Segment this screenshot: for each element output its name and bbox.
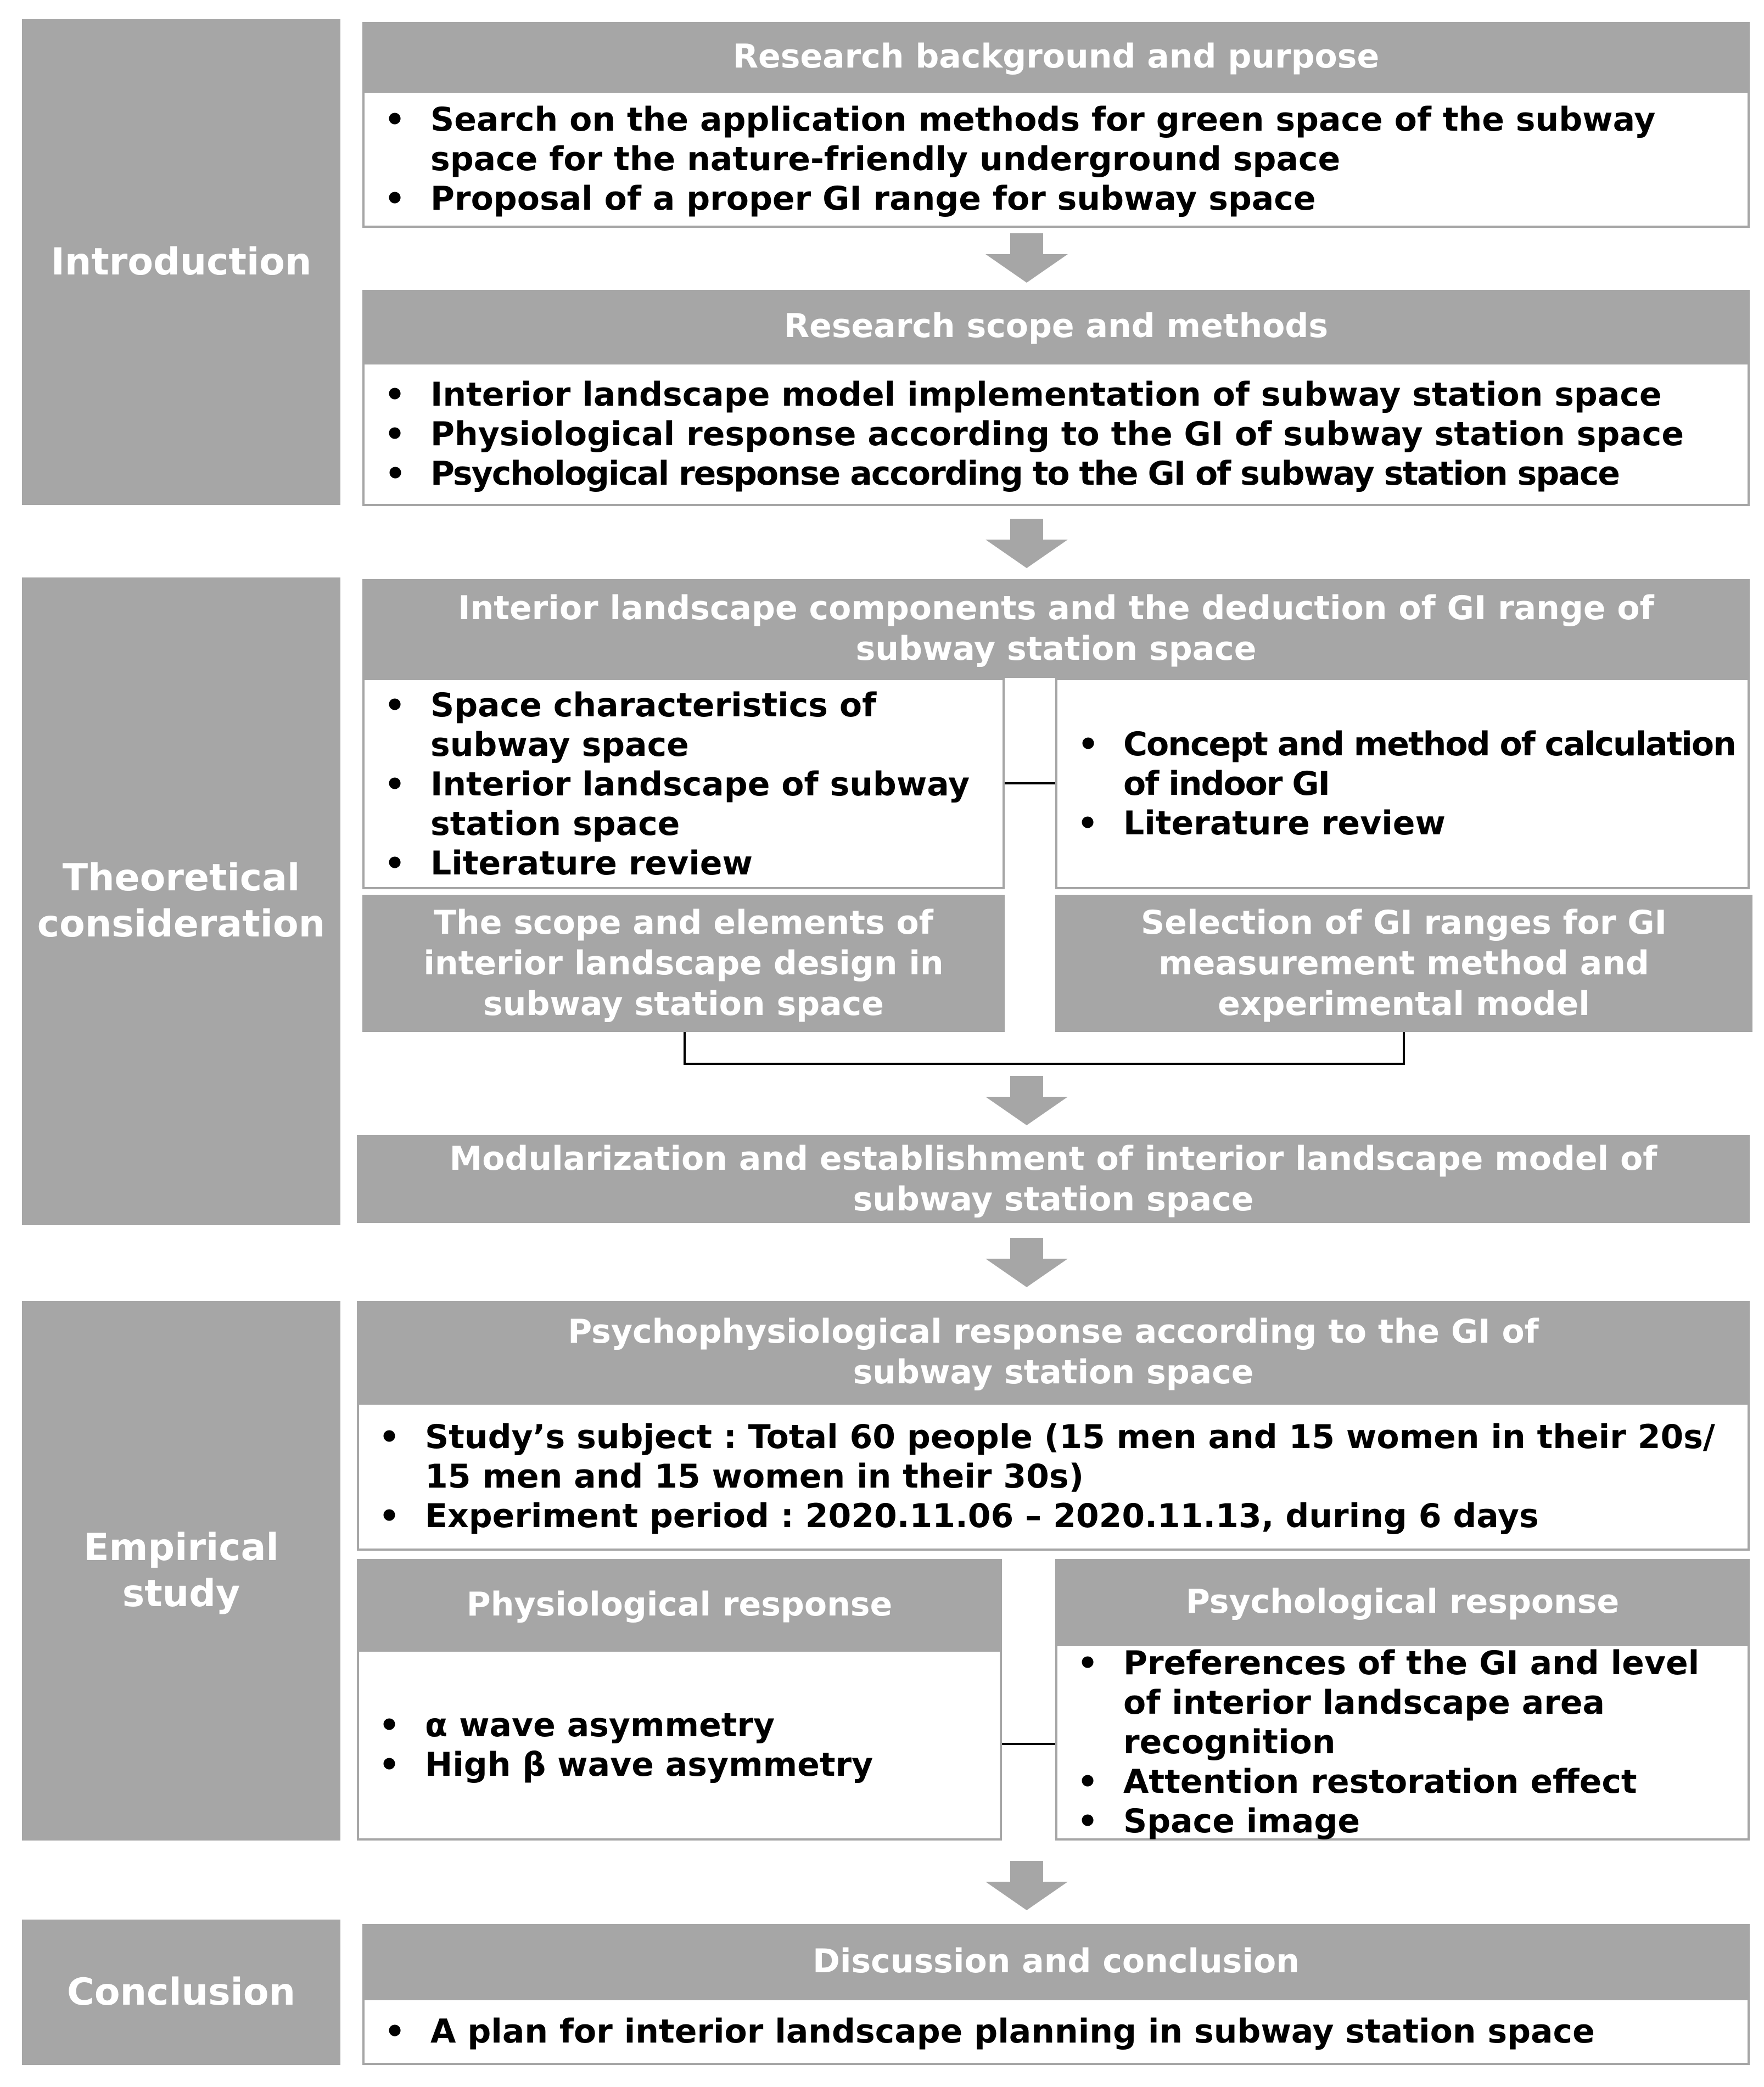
psycho-item: • Space image	[1074, 1802, 1737, 1841]
bracket-bottom-line	[684, 1063, 1405, 1065]
physio-item: • α wave asymmetry	[376, 1705, 989, 1745]
psycho-title: Psychological response	[1185, 1582, 1620, 1621]
physio-title: Physiological response	[466, 1585, 893, 1624]
background-title: Research background and purpose	[732, 37, 1380, 76]
theory-left-item: • Interior landscape of subway station space	[381, 765, 992, 844]
conclusion-list	[381, 2012, 1737, 2051]
background-item: • Proposal of a proper GI range for subway space	[381, 179, 1737, 218]
empirical-title: Psychophysiological response according to the GI of subway station space	[568, 1312, 1539, 1392]
left-result-block	[362, 895, 1005, 1032]
down-arrow-icon	[985, 519, 1068, 568]
theory-right-box	[1055, 678, 1750, 889]
down-arrow-icon	[985, 233, 1068, 283]
section-empirical-label-line1: Empirical	[83, 1525, 279, 1569]
theory-left-list	[381, 686, 992, 883]
theory-left-item: • Space characteristics of subway space	[381, 686, 992, 765]
physio-item: • High β wave asymmetry	[376, 1745, 989, 1785]
background-list	[381, 100, 1737, 218]
empirical-item: • Experiment period : 2020.11.06 – 2020.11.13, during 6 days	[376, 1496, 1737, 1536]
theory-right-item: • Concept and method of calculation of indoor GI	[1074, 725, 1737, 804]
scope-list	[381, 375, 1737, 493]
psycho-header	[1055, 1559, 1750, 1644]
empirical-list	[376, 1417, 1737, 1536]
section-introduction-label: Introduction	[51, 240, 312, 284]
connector-line	[1005, 782, 1055, 784]
empirical-item: • Study’s subject : Total 60 people (15 men and 15 women in their 20s/ 15 men and 15 women in their 30s)	[376, 1417, 1737, 1496]
background-item: • Search on the application methods for green space of the subway space for the nature-friendly underground space	[381, 100, 1737, 179]
conclusion-header	[362, 1924, 1750, 1998]
theory-left-item: • Literature review	[381, 844, 992, 883]
theory-left-box	[362, 678, 1005, 889]
connector-line	[1002, 1743, 1055, 1745]
scope-title: Research scope and methods	[783, 307, 1329, 345]
psycho-list	[1074, 1643, 1737, 1841]
model-block	[357, 1135, 1750, 1223]
scope-box	[362, 362, 1750, 506]
model-title: Modularization and establishment of interior landscape model of subway station space	[449, 1140, 1657, 1219]
section-theoretical	[22, 577, 340, 1225]
psycho-box	[1055, 1644, 1750, 1841]
section-empirical	[22, 1301, 340, 1841]
section-introduction	[22, 19, 340, 505]
scope-header	[362, 290, 1750, 362]
down-arrow-icon	[985, 1076, 1068, 1125]
down-arrow-icon	[985, 1861, 1068, 1910]
scope-item: • Interior landscape model implementation of subway station space	[381, 375, 1737, 414]
background-box	[362, 91, 1750, 228]
section-theoretical-label-line1: Theoretical	[62, 856, 300, 900]
right-result-block	[1055, 895, 1752, 1032]
theory-right-item: • Literature review	[1074, 804, 1737, 843]
section-conclusion-label: Conclusion	[67, 1970, 295, 2014]
physio-header	[357, 1559, 1002, 1650]
psycho-item: • Preferences of the GI and level of interior landscape area recognition	[1074, 1643, 1737, 1762]
physio-list	[376, 1705, 989, 1785]
components-title: Interior landscape components and the deduction of GI range of subway station space	[458, 589, 1654, 668]
section-theoretical-label-line2: consideration	[37, 902, 326, 946]
conclusion-box	[362, 1998, 1750, 2065]
down-arrow-icon	[985, 1238, 1068, 1287]
bracket-left-line	[684, 1032, 686, 1065]
components-header	[362, 579, 1750, 678]
bracket-right-line	[1403, 1032, 1405, 1065]
conclusion-item: • A plan for interior landscape planning in subway station space	[381, 2012, 1737, 2051]
scope-item: • Physiological response according to the GI of subway station space	[381, 414, 1737, 454]
section-conclusion	[22, 1920, 340, 2065]
conclusion-title: Discussion and conclusion	[813, 1942, 1300, 1981]
right-result-text: Selection of GI ranges for GI measurement method and experimental model	[1141, 904, 1667, 1023]
left-result-text: The scope and elements of interior landscape design in subway station space	[423, 904, 944, 1023]
section-empirical-label-line2: study	[122, 1572, 240, 1615]
physio-box	[357, 1650, 1002, 1841]
theory-right-list	[1074, 725, 1737, 843]
psycho-item: • Attention restoration effect	[1074, 1762, 1737, 1802]
scope-item: • Psychological response according to the GI of subway station space	[381, 454, 1737, 493]
background-header	[362, 22, 1750, 91]
empirical-header	[357, 1301, 1750, 1402]
empirical-box	[357, 1402, 1750, 1551]
